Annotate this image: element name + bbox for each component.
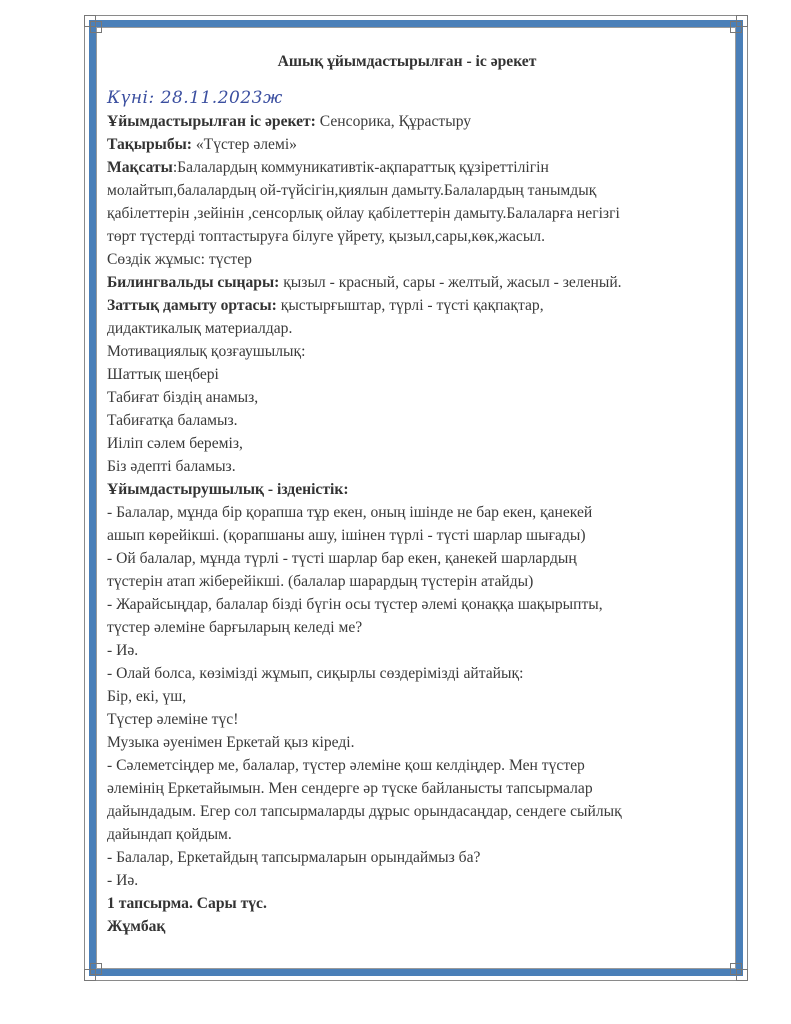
task1-subheading-text: Жұмбақ [107,918,166,935]
motivation-line: Табиғатқа баламыз. [107,412,238,429]
dialogue-line: - Иә. [107,872,139,889]
bilingual-label: Билингвальды сыңары: [107,274,280,291]
task1-subheading [107,915,707,938]
dialogue-line: әлемінің Еркетайымын. Мен сендерге әр түске байланысты тапсырмалар [107,780,593,797]
motivation-line: Шаттық шеңбері [107,366,219,383]
environment-field [107,294,707,317]
topic-value: «Түстер әлемі» [191,136,297,153]
frame-corner-bottom-right-inner [730,963,742,975]
activity-value: Сенсорика, Құрастыру [315,113,472,130]
environment-label: Заттық дамыту ортасы: [107,297,277,314]
document-title: Ашық ұйымдастырылған - іс әрекет [277,53,537,70]
dialogue-line: - Ой балалар, мұнда түрлі - түсті шарлар бар екен, қанекей шарлардың [107,550,577,567]
frame-corner-top-left-inner [90,21,102,33]
dialogue-line: - Сәлеметсіңдер ме, балалар, түстер әлеміне қош келдіңдер. Мен түстер [107,757,585,774]
goal-text-line: қабілеттерін ,зейінін ,сенсорлық ойлау қабілеттерін дамыту.Балаларға негізгі [107,205,620,222]
topic-field [107,133,707,156]
document-body [107,50,707,938]
dialogue-line: - Балалар, мұнда бір қорапша тұр екен, оның ішінде не бар екен, қанекей [107,504,593,521]
bilingual-field [107,271,707,294]
dialogue-line: Түстер әлеміне түс! [107,711,239,728]
bilingual-value: қызыл - красный, сары - желтый, жасыл - зеленый. [279,274,622,291]
dialogue-line: Бір, екі, үш, [107,688,187,705]
goal-text: :Балалардың коммуникативтік-ақпараттық құзіреттілігін [172,159,549,176]
topic-label: Тақырыбы: [107,136,192,153]
goal-field-line [107,156,707,179]
activity-label: Ұйымдастырылған іс әрекет: [107,113,316,130]
goal-label: Мақсаты [107,159,173,176]
dialogue-line: Музыка әуенімен Еркетай қыз кіреді. [107,734,355,751]
frame-corner-bottom-left-inner [90,963,102,975]
task1-heading-text: 1 тапсырма. Сары түс. [107,895,267,912]
dialogue-line: - Жарайсыңдар, балалар бізді бүгін осы түстер әлемі қонаққа шақырыпты, [107,596,603,613]
dialogue-line: дайындадым. Егер сол тапсырмаларды дұрыс орындасаңдар, сендеге сыйлық [107,803,622,820]
organizational-heading [107,478,707,501]
goal-text-line: төрт түстерді топтастыруға білуге үйрету, қызыл,сары,көк,жасыл. [107,228,545,245]
frame-corner-top-right-inner [730,21,742,33]
motivation-line: Иіліп сәлем береміз, [107,435,243,452]
dialogue-line: түстерін атап жіберейікші. (балалар шарардың түстерін атайды) [107,573,534,590]
dialogue-line: ашып көрейікші. (қорапшаны ашу, ішінен түрлі - түсті шарлар шығады) [107,527,586,544]
dialogue-line: түстер әлеміне барғыларың келеді ме? [107,619,363,636]
organizational-label: Ұйымдастырушылық - ізденістік: [107,481,349,498]
dialogue-line: - Олай болса, көзімізді жұмып, сиқырлы сөздерімізді айтайық: [107,665,524,682]
handwritten-date: Күні: 28.11.2023ж [107,88,283,108]
dialogue-line: - Балалар, Еркетайдың тапсырмаларын орындаймыз ба? [107,849,481,866]
motivation-label: Мотивациялық қозғаушылық: [107,343,306,360]
motivation-line: Табиғат біздің анамыз, [107,389,259,406]
vocabulary-field: Сөздік жұмыс: түстер [107,251,252,268]
dialogue-line: дайындап қойдым. [107,826,232,843]
environment-text-line: дидактикалық материалдар. [107,320,293,337]
task1-heading [107,892,707,915]
goal-text-line: молайтып,балалардың ой-түйсігін,қиялын дамыту.Балалардың танымдық [107,182,597,199]
environment-value: қыстырғыштар, түрлі - түсті қақпақтар, [276,297,544,314]
motivation-line: Біз әдепті баламыз. [107,458,236,475]
dialogue-line: - Иә. [107,642,139,659]
activity-field [107,110,707,133]
